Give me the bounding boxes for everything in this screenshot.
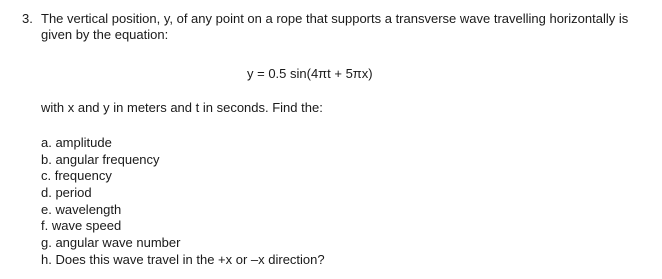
prompt-line: The vertical position, y, of any point on a rope that supports a transverse wave travelling horizontally is xyxy=(41,11,629,26)
question-part-f: f. wave speed xyxy=(41,218,122,234)
question-part-h: h. Does this wave travel in the +x or –x direction? xyxy=(41,251,325,267)
question-part-d: d. period xyxy=(41,185,92,201)
question-part-a: a. amplitude xyxy=(41,135,112,150)
problem-prompt xyxy=(41,11,646,43)
problem-number: 3. xyxy=(22,11,33,26)
question-parts-list xyxy=(41,135,325,269)
question-part-b: b. angular frequency xyxy=(41,151,160,167)
question-part-g: g. angular wave number xyxy=(41,235,181,251)
wave-equation: y = 0.5 sin(4πt + 5πx) xyxy=(247,66,373,81)
question-part-e: e. wavelength xyxy=(41,201,122,217)
question-part-c: c. frequency xyxy=(41,168,112,184)
units-statement: with x and y in meters and t in seconds. Find the: xyxy=(41,100,323,115)
prompt-line: given by the equation: xyxy=(41,27,169,42)
